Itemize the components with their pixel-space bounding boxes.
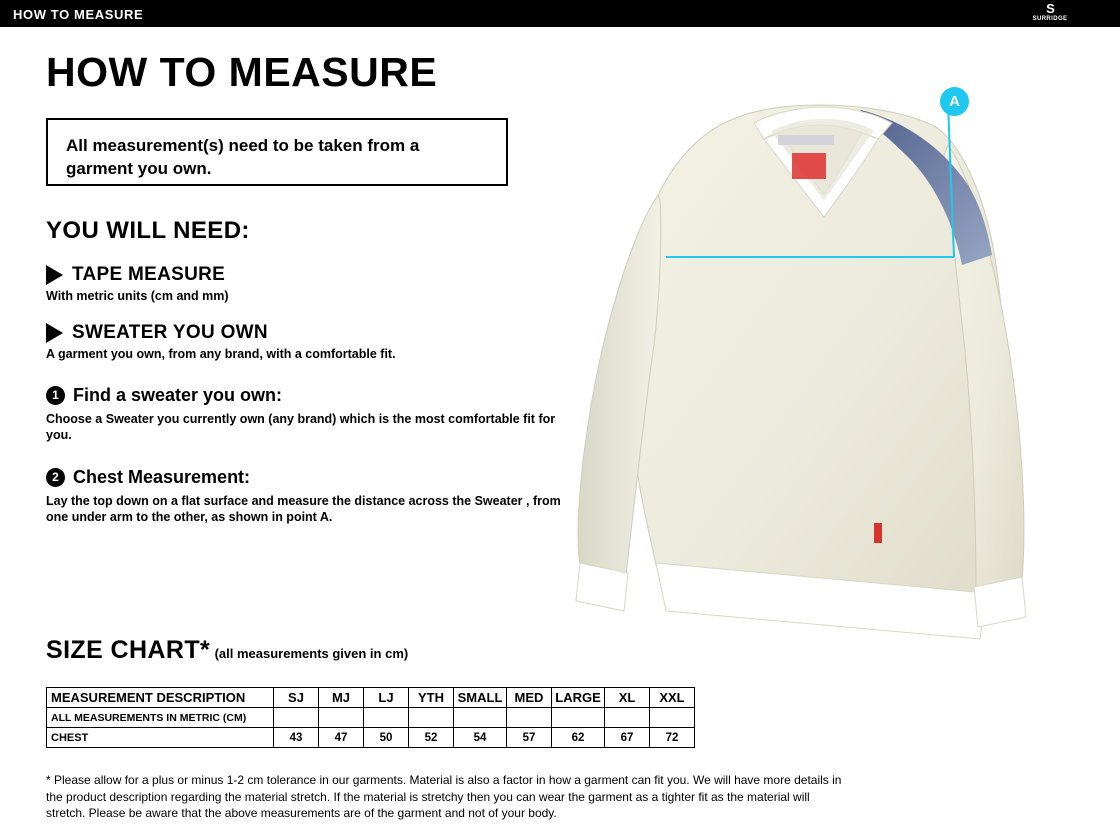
top-bar — [0, 0, 1120, 27]
cell — [319, 708, 364, 728]
step-number-badge: 1 — [46, 386, 65, 405]
notice-box — [46, 118, 508, 186]
you-will-need-heading: YOU WILL NEED: — [46, 217, 250, 244]
cell: 50 — [364, 728, 409, 748]
sweater-graphic — [556, 35, 1116, 655]
column-header-sj: SJ — [274, 688, 319, 708]
cell — [552, 708, 605, 728]
column-header-small: SMALL — [454, 688, 507, 708]
column-header-yth: YTH — [409, 688, 454, 708]
step-title: Find a sweater you own: — [73, 385, 283, 405]
cell: 43 — [274, 728, 319, 748]
cell — [507, 708, 552, 728]
step-title: Chest Measurement: — [73, 467, 251, 487]
garment-illustration — [556, 35, 1116, 655]
surridge-logo — [1024, 2, 1076, 26]
column-header-med: MED — [507, 688, 552, 708]
triangle-bullet-icon — [46, 265, 63, 285]
brand-name-label: SURRIDGE — [1032, 16, 1068, 22]
need-title: SWEATER YOU OWN — [72, 322, 268, 343]
cell: 67 — [605, 728, 650, 748]
cell — [650, 708, 695, 728]
cell — [274, 708, 319, 728]
cell: 47 — [319, 728, 364, 748]
step-2 — [46, 467, 566, 525]
cell: 72 — [650, 728, 695, 748]
column-header-large: LARGE — [552, 688, 605, 708]
column-header-xxl: XXL — [650, 688, 695, 708]
size-chart-title: SIZE CHART* — [46, 636, 211, 664]
row-label-chest: CHEST — [47, 728, 274, 748]
instructions-column — [46, 48, 566, 525]
need-subtitle: A garment you own, from any brand, with a comfortable fit. — [46, 347, 396, 361]
column-header-lj: LJ — [364, 688, 409, 708]
cell — [605, 708, 650, 728]
triangle-bullet-icon — [46, 323, 63, 343]
top-bar-title: HOW TO MEASURE — [13, 7, 144, 22]
column-header-description: MEASUREMENT DESCRIPTION — [47, 688, 274, 708]
callout-badge-a: A — [940, 87, 969, 116]
step-body: Lay the top down on a flat surface and measure the distance across the Sweater , from one under arm to the other, as shown in point A. — [46, 494, 561, 524]
cell: 54 — [454, 728, 507, 748]
column-header-mj: MJ — [319, 688, 364, 708]
step-number-badge: 2 — [46, 468, 65, 487]
step-body: Choose a Sweater you currently own (any brand) which is the most comfortable fit for you. — [46, 412, 556, 442]
cell: 52 — [409, 728, 454, 748]
cell — [409, 708, 454, 728]
size-chart-table — [46, 687, 695, 748]
need-subtitle: With metric units (cm and mm) — [46, 289, 229, 303]
need-title: TAPE MEASURE — [72, 264, 226, 285]
need-item-sweater — [46, 322, 566, 361]
step-1 — [46, 385, 566, 443]
cell — [454, 708, 507, 728]
size-chart-heading — [46, 636, 408, 665]
table-header-row — [47, 688, 695, 708]
footnote-text: * Please allow for a plus or minus 1-2 cm tolerance in our garments. Material is also a factor in how a garment can fit you. We will have more details in the product description regarding the material stretch. If the material is stretchy then you can wear the garment as a tighter fit as the material will stretch. Please be aware that the above measurements are of the garment and not of your body. — [46, 773, 842, 820]
cell — [364, 708, 409, 728]
notice-text: All measurement(s) need to be taken from a garment you own. — [66, 136, 420, 178]
column-header-xl: XL — [605, 688, 650, 708]
row-label-metric-note: ALL MEASUREMENTS IN METRIC (CM) — [47, 708, 274, 728]
cell: 57 — [507, 728, 552, 748]
table-row — [47, 708, 695, 728]
brand-mark-icon: S — [1046, 1, 1054, 16]
need-item-tape-measure — [46, 264, 566, 303]
page-title: HOW TO MEASURE — [46, 49, 438, 95]
table-row — [47, 728, 695, 748]
size-chart-note: (all measurements given in cm) — [214, 646, 409, 661]
cell: 62 — [552, 728, 605, 748]
